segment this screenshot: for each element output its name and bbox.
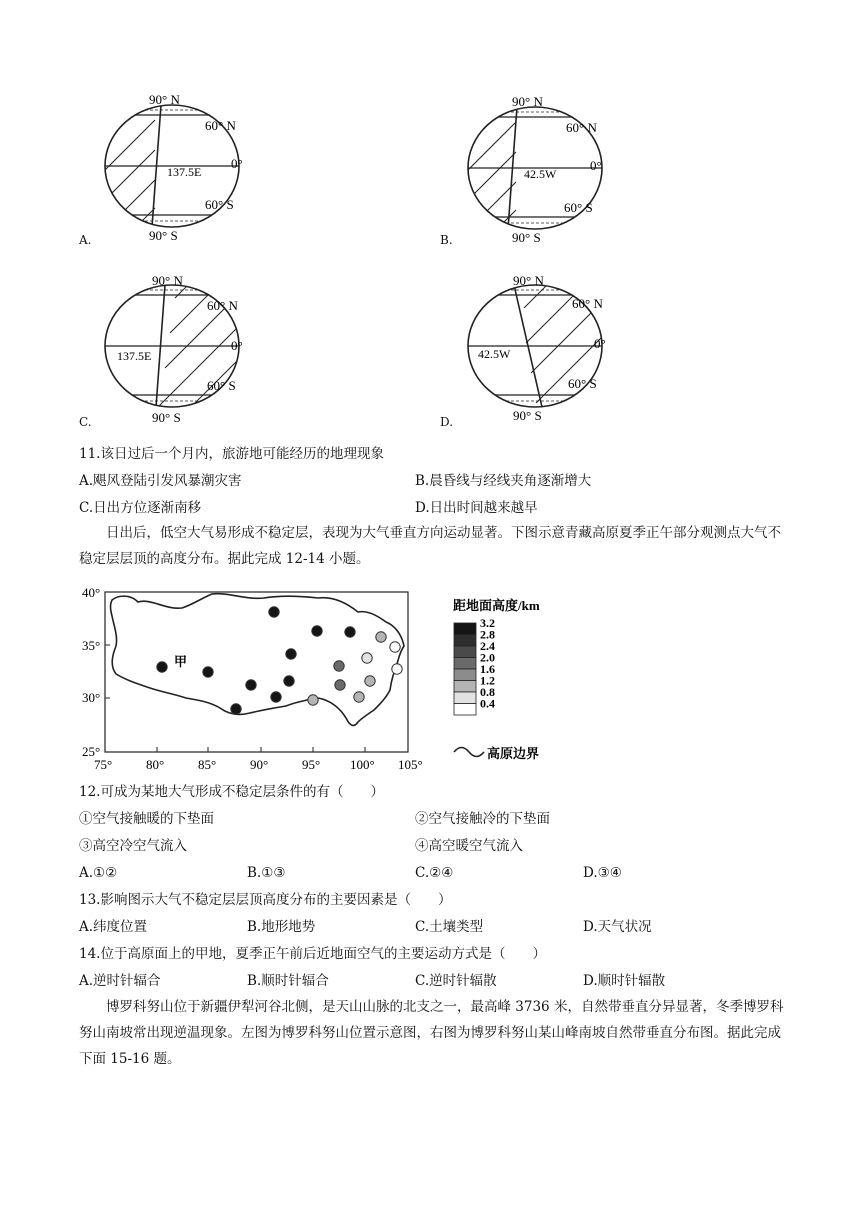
globe-diagram-d	[456, 268, 631, 433]
globe-c-longitude-label: 137.5E	[117, 349, 152, 363]
globe-b-60n-label: 60° N	[566, 120, 597, 135]
legend-value-label: 0.8	[480, 685, 495, 699]
observation-point	[157, 662, 167, 672]
globe-a-longitude-label: 137.5E	[167, 165, 202, 179]
q13-option-d: D.天气状况	[583, 919, 652, 935]
legend-swatch	[454, 623, 476, 635]
globe-a-60n-label: 60° N	[205, 118, 236, 133]
observation-point	[312, 626, 322, 636]
legend-swatch	[454, 635, 476, 647]
legend-swatch	[454, 704, 476, 716]
legend-value-label: 1.2	[480, 673, 495, 688]
map-x-tick-80: 80°	[146, 757, 165, 772]
q14-stem: 14.位于高原面上的甲地，夏季正午前后近地面空气的主要运动方式是（ ）	[79, 946, 546, 962]
globe-d-longitude-label: 42.5W	[478, 347, 511, 361]
map-x-tick-95: 95°	[302, 757, 321, 772]
q14-option-a: A.逆时针辐合	[79, 973, 161, 989]
q11-option-a: A.飓风登陆引发风暴潮灾害	[79, 473, 242, 489]
map-y-tick-35: 35°	[82, 638, 101, 653]
globe-b-90n-label: 90° N	[512, 94, 543, 109]
q12-item-4: ④高空暖空气流入	[415, 838, 523, 854]
observation-point	[246, 680, 256, 690]
legend-swatch	[454, 669, 476, 681]
q14-option-d: D.顺时针辐散	[583, 973, 666, 989]
globe-c-90n-label: 90° N	[152, 273, 183, 288]
map-x-tick-90: 90°	[250, 757, 269, 772]
globe-d-90s-label: 90° S	[513, 408, 542, 423]
map-frame	[105, 592, 408, 752]
q12-option-d: D.③④	[583, 865, 622, 881]
globe-d-90n-label: 90° N	[513, 273, 544, 288]
q12-item-2: ②空气接触冷的下垫面	[415, 811, 550, 827]
globe-c-0-label: 0°	[231, 338, 243, 353]
observation-point	[390, 642, 400, 652]
globe-diagram-c	[95, 268, 270, 433]
map-y-tick-30: 30°	[82, 690, 101, 705]
q14-option-c: C.逆时针辐散	[415, 973, 497, 989]
globe-a-90n-label: 90° N	[149, 92, 180, 107]
observation-point	[362, 653, 372, 663]
globe-diagram-a	[95, 88, 270, 253]
globe-a-60s-label: 60° S	[205, 197, 234, 212]
plateau-instability-map	[78, 580, 540, 780]
globe-b-60s-label: 60° S	[564, 200, 593, 215]
globe-a-90s-label: 90° S	[149, 228, 178, 243]
observation-point	[345, 627, 355, 637]
observation-point	[284, 676, 294, 686]
legend-value-label: 2.0	[480, 650, 495, 665]
legend-boundary-label: 高原边界	[487, 746, 540, 761]
q12-option-b: B.①③	[247, 865, 286, 881]
intro-15-16: 博罗科努山位于新疆伊犁河谷北侧，是天山山脉的北支之一，最高峰 3736 米，自然带垂直分异显著，冬季博罗科努山南坡常出现逆温现象。左图为博罗科努山位置示意图，右图为博罗科努山某山峰南坡自然带垂直分布图。据此完成下面 15-16 题。	[79, 999, 784, 1067]
observation-point	[354, 692, 364, 702]
observation-point	[231, 704, 241, 714]
globe-c-90s-label: 90° S	[152, 410, 181, 425]
q13-stem: 13.影响图示大气不稳定层层顶高度分布的主要因素是（ ）	[79, 892, 452, 908]
legend-value-label: 3.2	[480, 616, 495, 630]
globe-diagram-b	[456, 90, 631, 255]
globe-a-0-label: 0°	[231, 156, 243, 171]
q12-option-a: A.①②	[79, 865, 118, 881]
map-x-tick-105: 105°	[398, 757, 423, 772]
legend-swatch	[454, 681, 476, 693]
map-y-tick-40: 40°	[82, 585, 101, 600]
legend-swatch	[454, 692, 476, 704]
observation-point	[365, 676, 375, 686]
q14-option-b: B.顺时针辐合	[247, 973, 329, 989]
q13-option-a: A.纬度位置	[79, 919, 148, 935]
intro-12-14: 日出后，低空大气易形成不稳定层，表现为大气垂直方向运动显著。下图示意青藏高原夏季正午部分观测点大气不稳定层层顶的高度分布。据此完成 12-14 小题。	[79, 525, 781, 567]
globe-c-60s-label: 60° S	[207, 378, 236, 393]
q12-item-1: ①空气接触暖的下垫面	[79, 811, 214, 827]
globe-d-60n-label: 60° N	[572, 296, 603, 311]
observation-point	[286, 649, 296, 659]
q11-option-c: C.日出方位逐渐南移	[79, 500, 202, 516]
q13-option-b: B.地形地势	[247, 919, 316, 935]
globe-b-90s-label: 90° S	[512, 230, 541, 245]
globe-a-letter: A.	[79, 233, 92, 247]
map-y-tick-25: 25°	[82, 744, 101, 759]
legend-value-label: 1.6	[480, 662, 495, 676]
globe-b-0-label: 0°	[590, 158, 602, 173]
observation-point	[392, 664, 402, 674]
plateau-boundary	[111, 594, 405, 726]
observation-point	[203, 667, 213, 677]
globe-d-60s-label: 60° S	[568, 376, 597, 391]
q11-option-b: B.晨昏线与经线夹角逐渐增大	[415, 473, 592, 489]
observation-point	[271, 692, 281, 702]
q12-option-c: C.②④	[415, 865, 454, 881]
map-x-tick-100: 100°	[350, 757, 375, 772]
observation-point	[376, 632, 386, 642]
globe-d-0-label: 0°	[594, 336, 606, 351]
q13-option-c: C.土壤类型	[415, 919, 484, 935]
globe-c-60n-label: 60° N	[207, 298, 238, 313]
legend-boundary-symbol	[454, 748, 484, 757]
q12-stem: 12.可成为某地大气形成不稳定层条件的有（ ）	[79, 784, 384, 800]
globe-b-longitude-label: 42.5W	[524, 167, 557, 181]
observation-point	[269, 607, 279, 617]
legend-title: 距地面高度/km	[453, 598, 540, 613]
observation-point	[334, 661, 344, 671]
map-x-tick-75: 75°	[94, 757, 113, 772]
observation-point	[335, 680, 345, 690]
legend-swatch	[454, 658, 476, 670]
globe-b-letter: B.	[440, 233, 453, 247]
globe-c-letter: C.	[79, 415, 92, 429]
q12-item-3: ③高空冷空气流入	[79, 838, 187, 854]
legend-value-label: 0.4	[480, 696, 495, 711]
globe-d-letter: D.	[440, 415, 454, 429]
map-x-tick-85: 85°	[198, 757, 217, 772]
legend-value-label: 2.4	[480, 639, 495, 653]
legend-value-label: 2.8	[480, 627, 495, 642]
observation-point	[308, 695, 318, 705]
place-label-jia: 甲	[174, 654, 188, 669]
legend-swatch	[454, 646, 476, 658]
q11-stem: 11.该日过后一个月内，旅游地可能经历的地理现象	[79, 446, 384, 462]
q11-option-d: D.日出时间越来越早	[415, 500, 538, 516]
